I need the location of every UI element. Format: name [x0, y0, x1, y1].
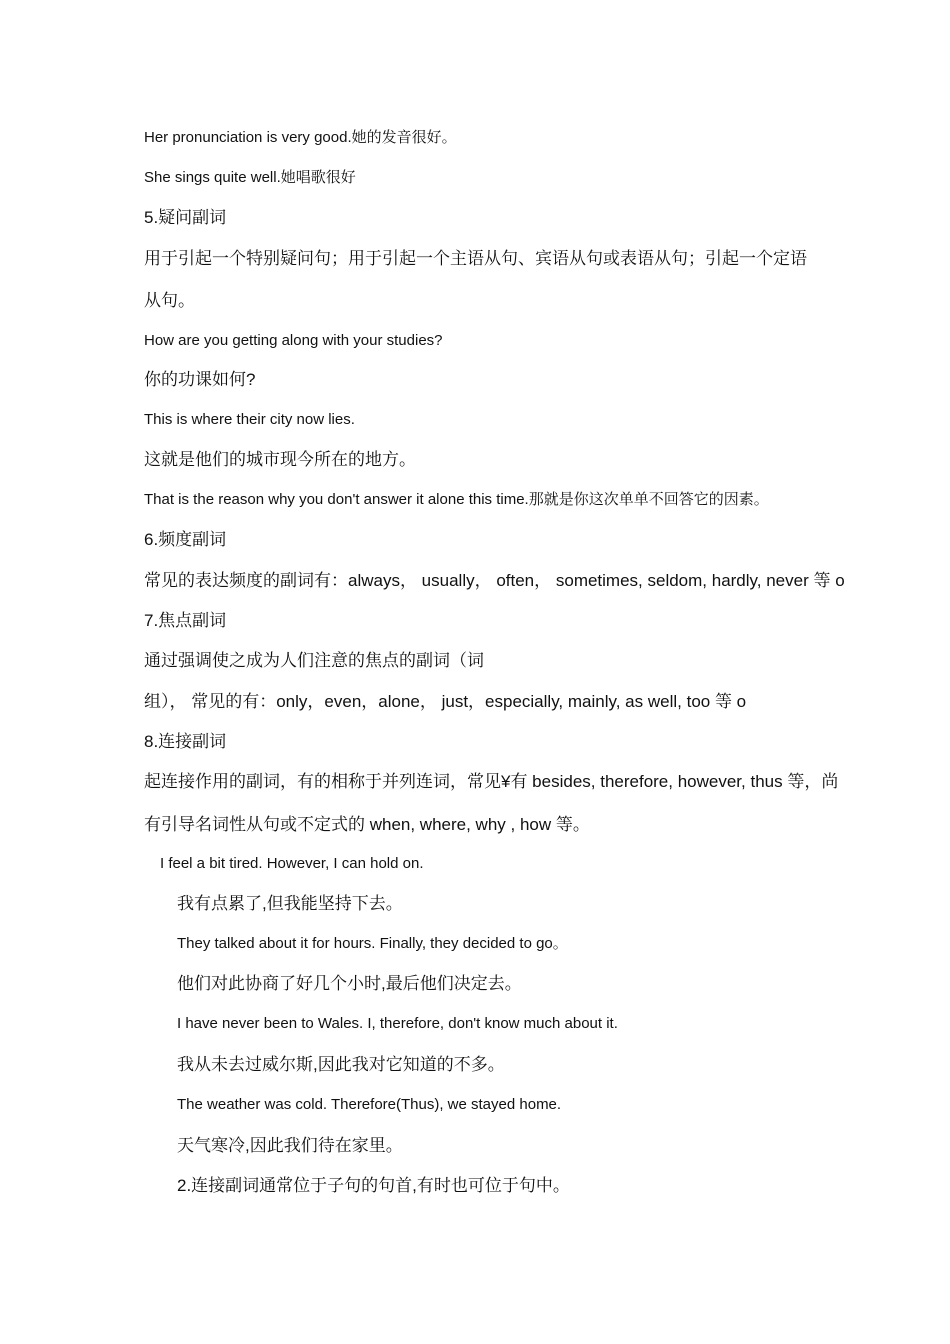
translation-weather: 天气寒冷,因此我们待在家里。: [177, 1136, 403, 1155]
paragraph-frequency-list: 常见的表达频度的副词有：always， usually， often， sometimes, seldom, hardly, never 等 o: [144, 571, 845, 590]
note-conjunctive-position: 2.连接副词通常位于子句的句首,有时也可位于句中。: [177, 1176, 570, 1195]
paragraph-conjunctive-definition: 起连接作用的副词，有的相称于并列连词，常见¥有 besides, therefore, however, thus 等，尚: [144, 772, 839, 791]
heading-focus-adverbs: 7.焦点副词: [144, 611, 227, 630]
heading-conjunctive-adverbs: 8.连接副词: [144, 732, 227, 751]
example-sings: She sings quite well.她唱歌很好: [144, 169, 356, 186]
example-studies: How are you getting along with your studies?: [144, 332, 443, 349]
paragraph-focus-definition: 通过强调使之成为人们注意的焦点的副词（词: [144, 651, 484, 670]
example-city: This is where their city now lies.: [144, 411, 355, 428]
translation-studies: 你的功课如何?: [144, 370, 256, 389]
translation-wales: 我从未去过威尔斯,因此我对它知道的不多。: [177, 1055, 505, 1074]
example-talked: They talked about it for hours. Finally, they decided to go。: [177, 935, 568, 952]
heading-interrogative-adverbs: 5.疑问副词: [144, 208, 227, 227]
translation-city: 这就是他们的城市现今所在的地方。: [144, 450, 416, 469]
heading-frequency-adverbs: 6.频度副词: [144, 530, 227, 549]
example-pronunciation: Her pronunciation is very good.她的发音很好。: [144, 129, 457, 146]
paragraph-interrogative-usage-cont: 从句。: [144, 291, 195, 310]
paragraph-conjunctive-definition-cont: 有引导名词性从句或不定式的 when, where, why , how 等。: [144, 815, 590, 834]
paragraph-interrogative-usage: 用于引起一个特别疑问句；用于引起一个主语从句、宾语从句或表语从句；引起一个定语: [144, 249, 807, 268]
paragraph-focus-list: 组）， 常见的有：only，even，alone， just，especially, mainly, as well, too 等 o: [144, 692, 747, 711]
translation-tired: 我有点累了,但我能坚持下去。: [177, 894, 403, 913]
translation-talked: 他们对此协商了好几个小时,最后他们决定去。: [177, 974, 522, 993]
example-tired: I feel a bit tired. However, I can hold on.: [160, 855, 424, 872]
example-reason: That is the reason why you don't answer it alone this time.那就是你这次单单不回答它的因素。: [144, 491, 769, 508]
example-wales: I have never been to Wales. I, therefore, don't know much about it.: [177, 1015, 618, 1032]
example-weather: The weather was cold. Therefore(Thus), we stayed home.: [177, 1096, 562, 1113]
